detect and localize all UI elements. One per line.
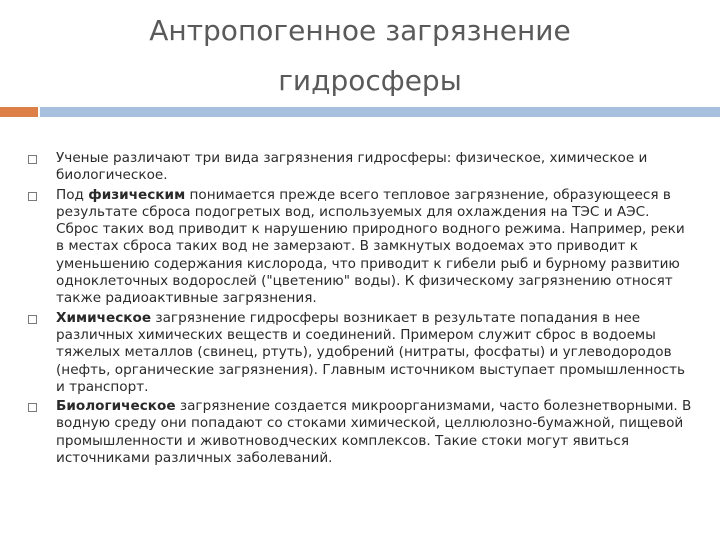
title-line-1: Антропогенное загрязнение [149,14,571,47]
bullet-item-physical [26,187,696,308]
slide-title [0,6,720,106]
bullet-item-types [26,150,696,185]
accent-bar-orange [0,107,38,117]
square-bullet-icon [28,403,37,412]
square-bullet-icon [28,155,37,164]
bullet-lead-term: Биологическое [56,398,176,415]
accent-bar-blue [40,107,720,117]
bullet-text: загрязнение создается микроорганизмами, часто болезнетворными. В водную среду они попадают со стоками химической, целлюлозно-бумажной, пищевой промышленности и животноводческих комплексов. Такие стоки могут явиться источниками различных заболеваний. [56,398,692,467]
square-bullet-icon [28,315,37,324]
bullet-list [26,150,696,469]
bullet-item-chemical [26,310,696,396]
bullet-text: загрязнение гидросферы возникает в результате попадания в нее различных химических веществ и соединений. Примером служит сброс в водоемы тяжелых металлов (свинец, ртуть), удобрений (нитраты, фосфаты) и углеводородов (нефть, органические загрязнения). Главным источником выступает промышленность и транспорт. [56,309,686,395]
square-bullet-icon [28,192,37,201]
bullet-lead-term: физическим [88,186,186,203]
bullet-text: понимается прежде всего тепловое загрязнение, образующееся в результате сброса подогретых вод, используемых для охлаждения на ТЭС и АЭС. Сброс таких вод приводит к нарушению природного водного режима. Например, реки в местах сброса таких вод не замерзают. В замкнутых водоемах это приводит к уменьшению содержания кислорода, что приводит к гибели рыб и бурному развитию одноклеточных водорослей ("цветению" воды). К физическому загрязнению относят также радиоактивные загрязнения. [56,186,685,307]
bullet-item-biological [26,398,696,467]
bullet-text: Ученые различают три вида загрязнения гидросферы: физическое, химическое и биологическое. [56,150,648,184]
title-line-2: гидросферы [278,64,462,97]
bullet-prefix: Под [56,186,89,203]
bullet-lead-term: Химическое [56,309,152,326]
